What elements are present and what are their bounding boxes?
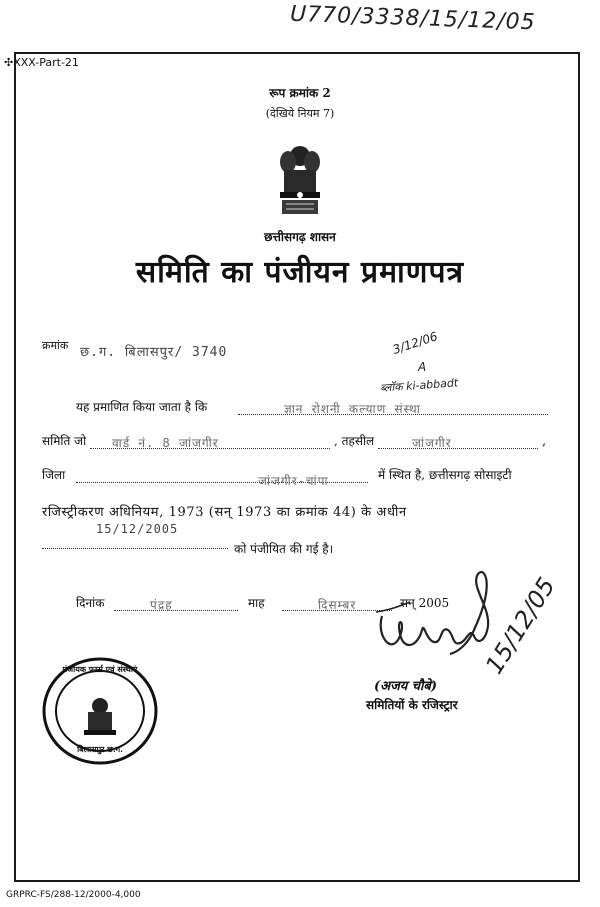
form-name: रूप क्रमांक 2 (269, 86, 331, 100)
government-name: छत्तीसगढ़ शासन (264, 230, 336, 244)
samiti-address: वार्ड नं. 8 जांजगीर (112, 436, 219, 450)
certificate-title: समिति का पंजीयन प्रमाणपत्र (135, 255, 465, 290)
form-rule: (देखिये नियम 7) (265, 107, 335, 120)
day-dotted-line (114, 610, 238, 611)
date-label: दिनांक (76, 596, 105, 610)
stamp-annotation-mid: A (418, 360, 427, 374)
signatory-designation: समितियों के रजिस्ट्रार (366, 698, 458, 712)
reg-date-dotted-line (42, 548, 228, 549)
footer-code: GRPRC-FS/288-12/2000-4,000 (6, 890, 141, 900)
series-label-text: XXX-Part-21 (13, 56, 79, 69)
certify-label: यह प्रमाणित किया जाता है कि (76, 400, 208, 414)
tehsil-comma: , (542, 434, 547, 449)
tehsil-label: , तहसील (334, 434, 375, 448)
handwritten-reference-number: U770/3338/15/12/05 (289, 1, 537, 36)
registration-label: क्रमांक (42, 339, 69, 352)
registration-value: छ.ग. बिलासपुर/ 3740 (80, 345, 228, 360)
signatory-name: (अजय चौबे) (374, 679, 437, 694)
district-value: जांजगीर-चांपा (258, 474, 329, 488)
stamp-annotation-small: ब्लॉक ki-abbadt (379, 376, 459, 395)
society-name: ज्ञान रोशनी कल्याण संस्था (284, 402, 421, 416)
seal-bottom-text: बिलासपुर छ.ग. (77, 744, 123, 754)
state-emblem-icon (272, 140, 328, 220)
tehsil-value: जांजगीर (412, 436, 452, 450)
registered-text: को पंजीयित की गई है। (234, 542, 334, 556)
stamp-annotation-top: 3/12/06 (390, 329, 440, 357)
registration-date: 15/12/2005 (96, 522, 179, 536)
tehsil-dotted-line (378, 448, 538, 449)
date-day: पंद्रह (150, 598, 173, 612)
star-icon: ✣ (4, 56, 14, 69)
seal-top-text: पंजीयक फर्म्स एवं संस्थाएं (62, 664, 138, 674)
act-text: रजिस्ट्रीकरण अधिनियम, 1973 (सन् 1973 का क्रमांक 44) के अधीन (42, 505, 407, 520)
samiti-label: समिति जो (42, 434, 87, 448)
district-label: जिला (42, 468, 66, 482)
handwritten-sign-date: 15/12/05 (480, 572, 561, 679)
month-label: माह (248, 596, 265, 610)
date-month: दिसम्बर (318, 598, 357, 612)
year-label: सन् 2005 (400, 596, 450, 610)
district-located-text: में स्थित है, छत्तीसगढ़ सोसाइटी (378, 468, 512, 482)
